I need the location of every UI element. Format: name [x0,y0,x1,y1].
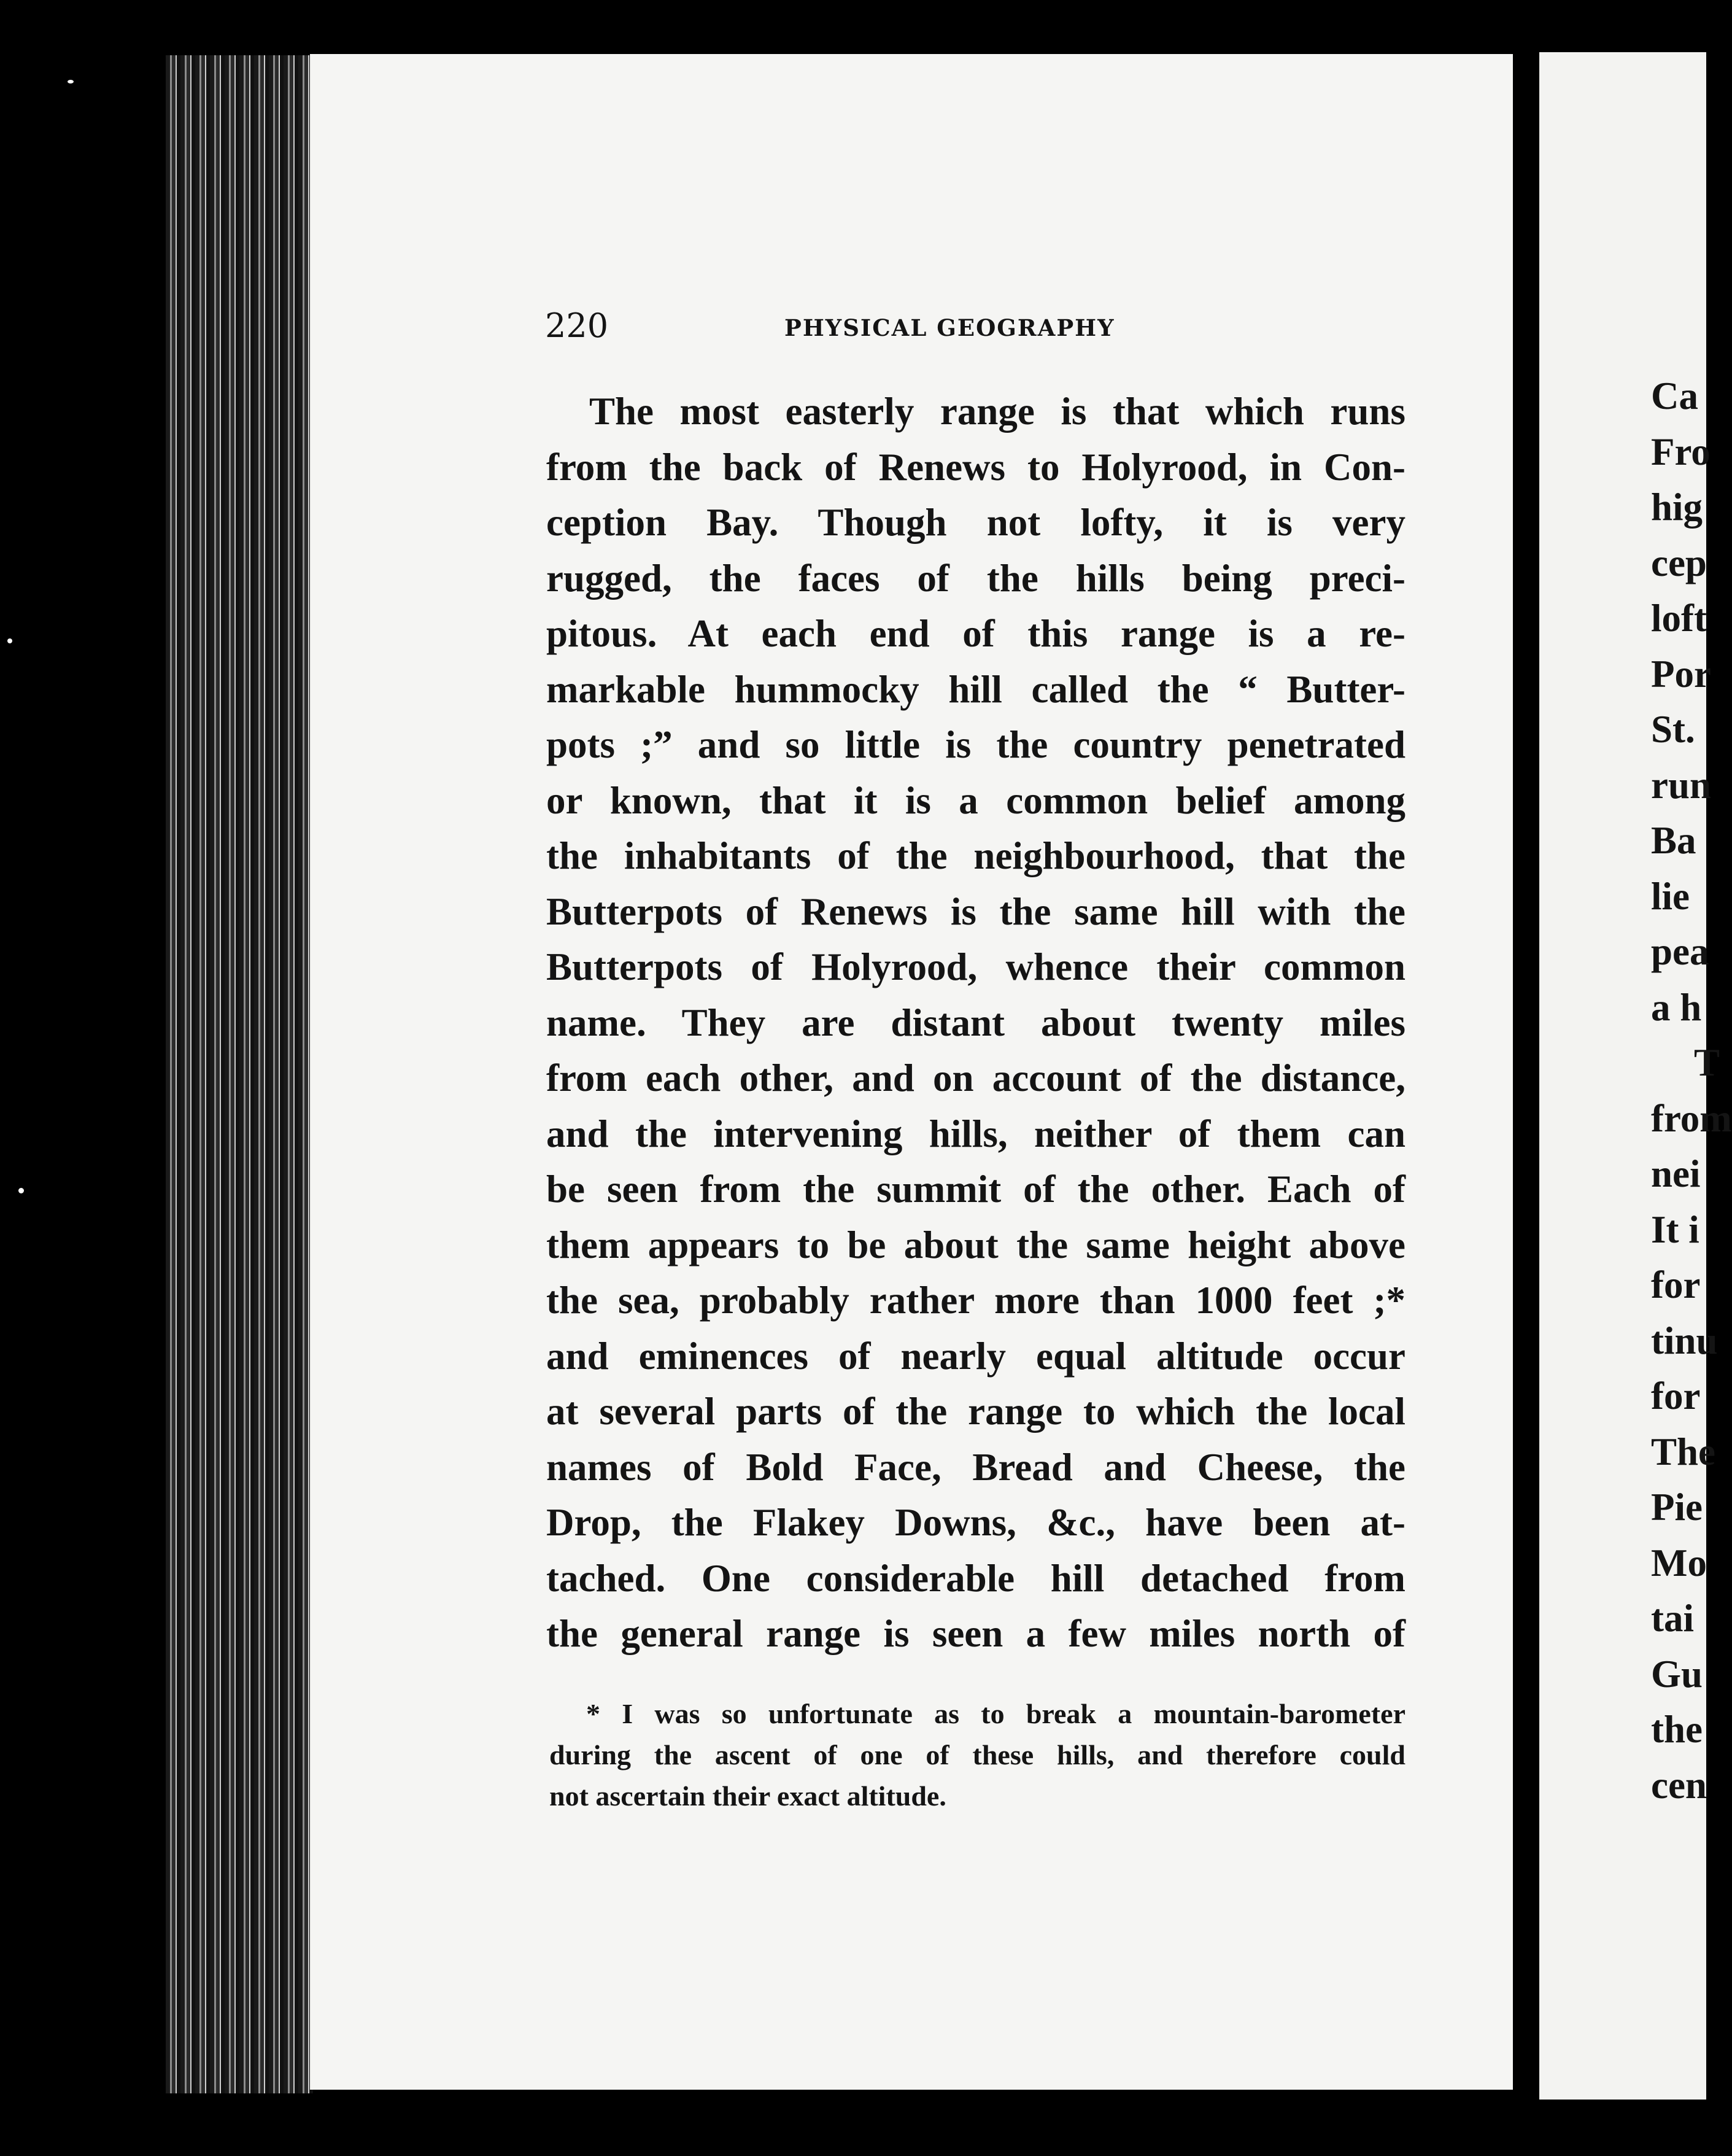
body-line: from the back of Renews to Holyrood, in Con- [546,445,1405,489]
facing-line: The [1651,1430,1716,1473]
body-line: name. They are distant about twenty miles [546,1001,1405,1044]
facing-line: tinu [1651,1319,1718,1362]
body-line: them appears to be about the same height above [546,1223,1405,1266]
body-line: or known, that it is a common belief among [546,778,1405,822]
body-text [546,384,1405,1662]
facing-line: hig [1651,486,1703,529]
body-line: pots ;” and so little is the country penetrated [546,723,1405,766]
body-line: at several parts of the range to which the local [546,1390,1405,1433]
body-line: and the intervening hills, neither of them can [546,1112,1405,1155]
body-line: rugged, the faces of the hills being preci- [546,556,1405,600]
facing-line: for [1651,1263,1701,1306]
facing-line: run [1651,763,1712,807]
body-line: Drop, the Flakey Downs, &c., have been at- [546,1501,1405,1544]
page-header [545,304,1159,347]
body-line: pitous. At each end of this range is a re- [546,612,1405,655]
facing-line: tai [1651,1597,1694,1640]
footnote-line: * I was so unfortunate as to break a mountain-barometer [586,1698,1405,1729]
body-line: from each other, and on account of the distance, [546,1057,1405,1099]
facing-line: nei [1651,1152,1701,1195]
footnote [549,1693,1405,1817]
facing-line: T [1694,1041,1720,1084]
body-line: the general range is seen a few miles north of [546,1612,1405,1655]
body-line: tached. One considerable hill detached from [546,1556,1405,1600]
facing-line: pea [1651,930,1709,973]
facing-line: the [1651,1708,1703,1751]
body-line: be seen from the summit of the other. Each of [546,1168,1405,1211]
facing-line: Gu [1651,1652,1703,1696]
body-line: and eminences of nearly equal altitude occur [546,1334,1405,1378]
facing-line: Pie [1651,1486,1703,1529]
book-page-edges [166,55,313,2093]
facing-line: Ba [1651,819,1696,862]
scan-speck [68,80,74,83]
scan-speck [18,1188,24,1193]
facing-line: from [1651,1096,1732,1140]
body-line: markable hummocky hill called the “ Butter- [546,667,1405,711]
scan-speck [7,638,12,643]
facing-line: It i [1651,1208,1699,1251]
facing-line: lie [1651,874,1690,918]
footnote-line: not ascertain their exact altitude. [549,1780,946,1812]
facing-line: cen [1651,1763,1707,1807]
facing-line: cep [1651,541,1707,584]
body-line: the sea, probably rather more than 1000 feet ;* [546,1279,1405,1322]
facing-line: Por [1651,652,1711,696]
facing-line: Fro [1651,430,1711,473]
body-line: Butterpots of Renews is the same hill with the [546,890,1405,933]
footnote-line: during the ascent of one of these hills, and therefore could [549,1739,1405,1770]
facing-line: loft [1651,597,1707,640]
body-line: Butterpots of Holyrood, whence their common [546,945,1405,988]
body-line: the inhabitants of the neighbourhood, that the [546,834,1405,877]
facing-line: Ca [1651,374,1698,417]
body-line: ception Bay. Though not lofty, it is very [546,501,1405,544]
facing-line: St. [1651,708,1695,751]
page-number: 220 [545,306,609,345]
facing-line: a h [1651,985,1702,1029]
facing-page-text [1651,368,1732,1813]
facing-line: for [1651,1375,1701,1417]
body-line: names of Bold Face, Bread and Cheese, the [546,1445,1405,1489]
running-head: PHYSICAL GEOGRAPHY [784,314,1115,341]
facing-line: Mo [1651,1541,1707,1584]
body-line: The most easterly range is that which runs [589,390,1405,433]
